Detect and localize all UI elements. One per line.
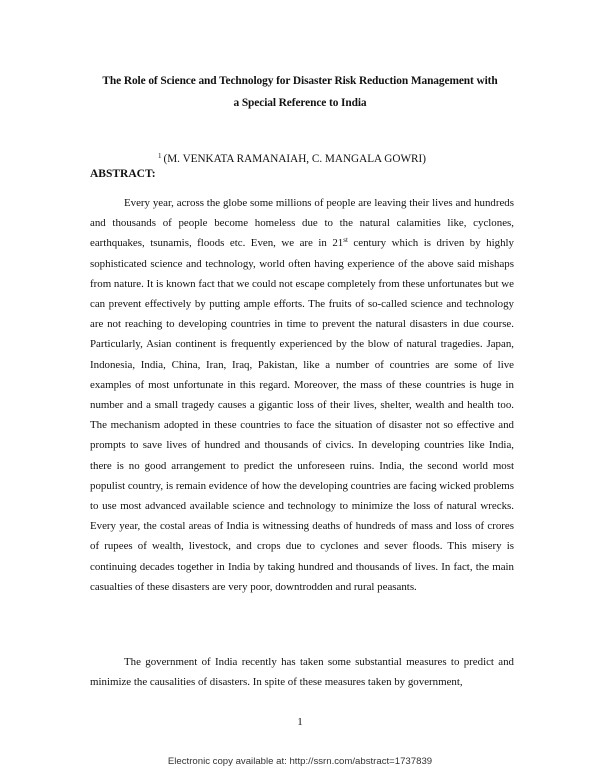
author-names: (M. VENKATA RAMANAIAH, C. MANGALA GOWRI) bbox=[163, 153, 426, 165]
abstract-paragraph-1 bbox=[90, 193, 514, 597]
para1-text-start: Every year, across the globe some millions of people are leaving their lives and hundreds and thousands of people become homeless due to the natural calamities like, cyclones, earthquakes, tsunamis, floods etc. Even, we are in 21 bbox=[90, 197, 514, 250]
para1-text-rest: century which is driven by highly sophisticated science and technology, world often having experience of the above said mishaps from nature. It is known fact that we could not escape completely from these unfortunates but we can prevent effectively by putting ample efforts. The fruits of so-called science and technology are not reaching to developing countries in time to prevent the natural disasters in due course. Particularly, Asian continent is frequently experienced by the blow of natural tragedies. Japan, Indonesia, India, China, Iran, Iraq, Pakistan, like a number of countries are some of live examples of most unfortunate in this regard. Moreover, the mass of these countries is huge in number and a small tragedy causes a gigantic loss of their lives, shelter, wealth and health too. The mechanism adopted in these countries to face the situation of disaster not so effective and prompts to save lives of hundred and thousands of civics. In developing countries like India, there is no good arrangement to predict the unforeseen ruins. India, the second world most populist country, is remain evidence of how the developing countries are facing wicked problems to use most advanced available science and technology to minimize the loss of natural wrecks. Every year, the costal areas of India is witnessing deaths of hundreds of mass and loss of crores of rupees of wealth, livestock, and crops due to cyclones and sever floods. This misery is continuing decades together in India by taking hundred and thousands of lives. In fact, the main casualties of these disasters are very poor, downtrodden and rural peasants. bbox=[90, 237, 515, 593]
page-number: 1 bbox=[297, 716, 303, 728]
title-line-1: The Role of Science and Technology for Disaster Risk Reduction Management with bbox=[102, 75, 498, 87]
abstract-heading: ABSTRACT: bbox=[90, 168, 156, 180]
author-footnote-marker: 1 bbox=[158, 152, 162, 160]
ssrn-footer: Electronic copy available at: http://ssrn.com/abstract=1737839 bbox=[167, 756, 433, 767]
author-line bbox=[158, 152, 426, 165]
century-ordinal-suffix: st bbox=[343, 236, 348, 245]
paper-title bbox=[60, 70, 540, 114]
abstract-paragraph-2: The government of India recently has taken some substantial measures to predict and minimize the causalities of disasters. In spite of these measures taken by government, bbox=[90, 656, 514, 689]
title-line-2: a Special Reference to India bbox=[233, 97, 367, 109]
